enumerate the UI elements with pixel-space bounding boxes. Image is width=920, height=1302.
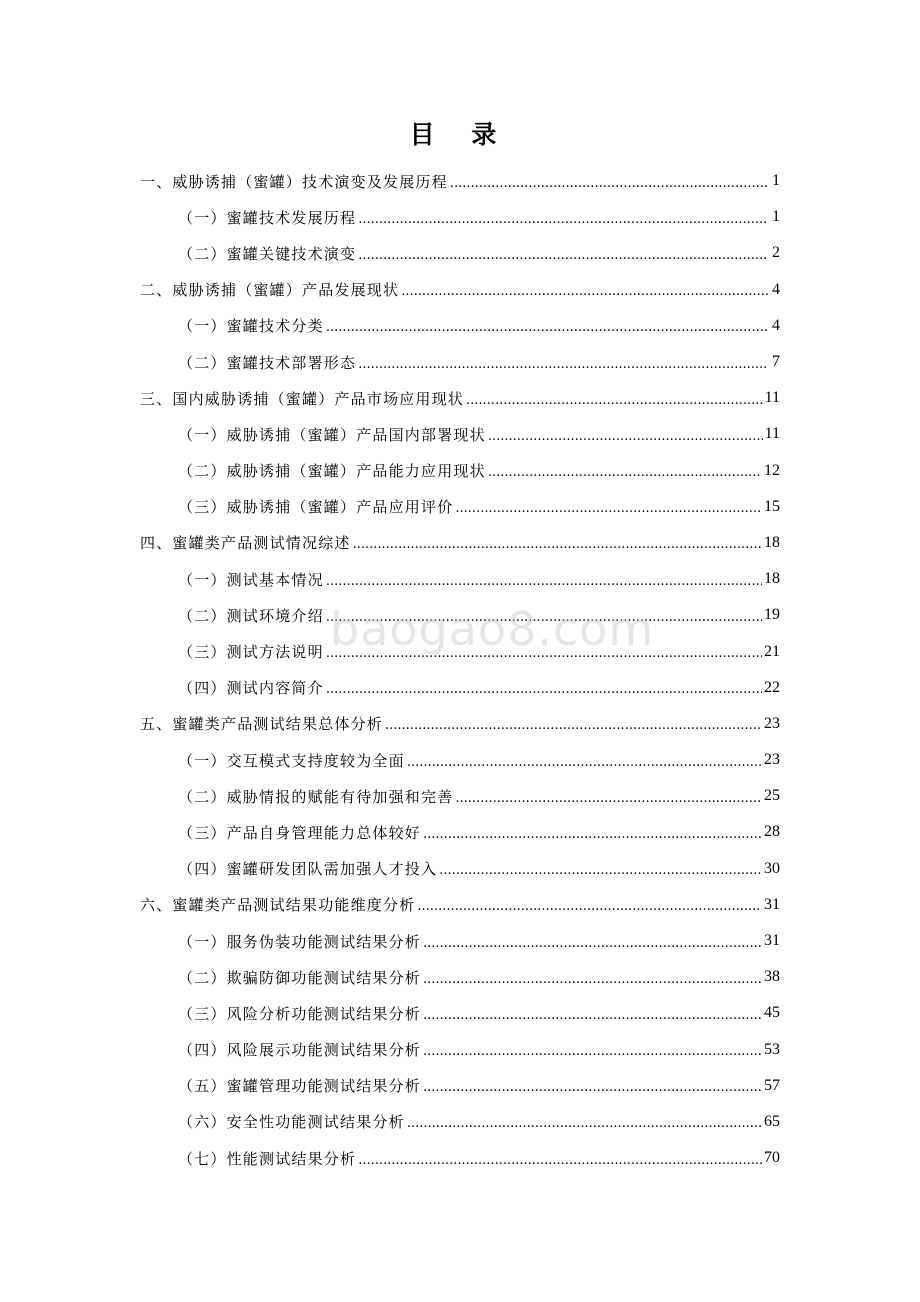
toc-entry-subsection[interactable] — [140, 597, 780, 633]
toc-page-number: 22 — [764, 678, 780, 696]
toc-page-number: 1 — [772, 172, 780, 190]
toc-page-number: 31 — [764, 932, 780, 950]
toc-entry-label: （一）威胁诱捕（蜜罐）产品国内部署现状 — [178, 425, 486, 444]
toc-dot-leader — [326, 320, 768, 335]
toc-entry-label: （六）安全性功能测试结果分析 — [178, 1113, 405, 1132]
toc-dot-leader — [358, 212, 768, 227]
toc-dot-leader — [407, 1116, 762, 1131]
toc-entry-section[interactable] — [140, 525, 780, 561]
toc-dot-leader — [407, 755, 762, 770]
toc-dot-leader — [417, 899, 762, 914]
toc-page-number: 12 — [764, 461, 780, 479]
toc-page-number: 19 — [764, 606, 780, 624]
toc-entry-label: （四）测试内容简介 — [178, 679, 324, 698]
toc-page-number: 65 — [764, 1112, 780, 1130]
toc-entry-label: （四）风险展示功能测试结果分析 — [178, 1041, 422, 1060]
toc-entry-label: 三、国内威胁诱捕（蜜罐）产品市场应用现状 — [140, 389, 465, 408]
toc-dot-leader — [488, 429, 763, 444]
toc-entry-label: （二）威胁情报的赋能有待加强和完善 — [178, 787, 454, 806]
toc-entry-label: （二）测试环境介绍 — [178, 606, 324, 625]
toc-entry-label: （三）产品自身管理能力总体较好 — [178, 823, 422, 842]
toc-page-number: 11 — [764, 425, 780, 443]
toc-dot-leader — [326, 574, 762, 589]
toc-page-number: 31 — [764, 895, 780, 913]
toc-entry-section[interactable] — [140, 380, 780, 416]
table-of-contents — [140, 163, 780, 1176]
toc-entry-label: （五）蜜罐管理功能测试结果分析 — [178, 1077, 422, 1096]
toc-entry-subsection[interactable] — [140, 851, 780, 887]
toc-entry-label: （三）威胁诱捕（蜜罐）产品应用评价 — [178, 498, 454, 517]
toc-entry-subsection[interactable] — [140, 416, 780, 452]
toc-entry-subsection[interactable] — [140, 489, 780, 525]
toc-page-number: 1 — [772, 208, 780, 226]
toc-entry-subsection[interactable] — [140, 995, 780, 1031]
toc-entry-label: （二）威胁诱捕（蜜罐）产品能力应用现状 — [178, 462, 486, 481]
toc-entry-label: （二）欺骗防御功能测试结果分析 — [178, 968, 422, 987]
toc-page-number: 70 — [764, 1149, 780, 1167]
toc-entry-label: （三）风险分析功能测试结果分析 — [178, 1004, 422, 1023]
toc-entry-label: （一）蜜罐技术发展历程 — [178, 208, 357, 227]
toc-page-number: 15 — [764, 497, 780, 515]
toc-page-number: 2 — [772, 244, 780, 262]
toc-entry-subsection[interactable] — [140, 959, 780, 995]
toc-dot-leader — [358, 1153, 762, 1168]
toc-entry-label: （二）蜜罐技术部署形态 — [178, 353, 357, 372]
toc-dot-leader — [423, 827, 762, 842]
toc-page-number: 7 — [772, 353, 780, 371]
watermark: baogao8.com — [330, 602, 655, 656]
toc-entry-label: 二、威胁诱捕（蜜罐）产品发展现状 — [140, 281, 400, 300]
toc-dot-leader — [488, 465, 762, 480]
toc-entry-label: （一）交互模式支持度较为全面 — [178, 751, 405, 770]
toc-entry-section[interactable] — [140, 887, 780, 923]
toc-entry-label: 四、蜜罐类产品测试情况综述 — [140, 534, 351, 553]
toc-entry-label: （三）测试方法说明 — [178, 643, 324, 662]
toc-entry-subsection[interactable] — [140, 453, 780, 489]
toc-page-number: 30 — [764, 859, 780, 877]
toc-entry-label: （一）蜜罐技术分类 — [178, 317, 324, 336]
toc-entry-label: 六、蜜罐类产品测试结果功能维度分析 — [140, 896, 416, 915]
toc-dot-leader — [358, 357, 768, 372]
toc-dot-leader — [353, 537, 762, 552]
toc-entry-section[interactable] — [140, 272, 780, 308]
toc-dot-leader — [401, 284, 768, 299]
toc-entry-subsection[interactable] — [140, 778, 780, 814]
toc-page-number: 21 — [764, 642, 780, 660]
toc-entry-subsection[interactable] — [140, 1068, 780, 1104]
toc-dot-leader — [439, 863, 762, 878]
toc-dot-leader — [385, 718, 762, 733]
toc-page-number: 28 — [764, 823, 780, 841]
toc-page-number: 38 — [764, 968, 780, 986]
toc-entry-subsection[interactable] — [140, 1032, 780, 1068]
toc-entry-label: 一、威胁诱捕（蜜罐）技术演变及发展历程 — [140, 172, 448, 191]
toc-page-number: 25 — [764, 787, 780, 805]
toc-dot-leader — [455, 501, 762, 516]
toc-dot-leader — [450, 176, 768, 191]
toc-page-number: 4 — [772, 280, 780, 298]
toc-entry-subsection[interactable] — [140, 308, 780, 344]
toc-entry-section[interactable] — [140, 706, 780, 742]
toc-page-number: 23 — [764, 714, 780, 732]
toc-dot-leader — [455, 791, 762, 806]
toc-dot-leader — [326, 682, 762, 697]
toc-dot-leader — [466, 393, 763, 408]
toc-entry-label: 五、蜜罐类产品测试结果总体分析 — [140, 715, 384, 734]
toc-page-number: 53 — [764, 1040, 780, 1058]
toc-entry-subsection[interactable] — [140, 742, 780, 778]
toc-entry-section[interactable] — [140, 163, 780, 199]
toc-entry-label: （四）蜜罐研发团队需加强人才投入 — [178, 860, 438, 879]
toc-dot-leader — [326, 646, 762, 661]
toc-page-number: 18 — [764, 533, 780, 551]
toc-entry-subsection[interactable] — [140, 814, 780, 850]
toc-dot-leader — [423, 972, 762, 987]
toc-entry-subsection[interactable] — [140, 633, 780, 669]
toc-page-number: 11 — [764, 389, 780, 407]
toc-entry-subsection[interactable] — [140, 344, 780, 380]
toc-entry-subsection[interactable] — [140, 561, 780, 597]
toc-entry-label: （一）测试基本情况 — [178, 570, 324, 589]
toc-dot-leader — [326, 610, 762, 625]
toc-dot-leader — [423, 936, 762, 951]
toc-entry-subsection[interactable] — [140, 670, 780, 706]
toc-dot-leader — [423, 1044, 762, 1059]
toc-entry-subsection[interactable] — [140, 1140, 780, 1176]
toc-dot-leader — [423, 1008, 762, 1023]
toc-entry-subsection[interactable] — [140, 199, 780, 235]
toc-entry-subsection[interactable] — [140, 1104, 780, 1140]
toc-page-number: 23 — [764, 751, 780, 769]
toc-entry-label: （一）服务伪装功能测试结果分析 — [178, 932, 422, 951]
toc-entry-subsection[interactable] — [140, 923, 780, 959]
toc-entry-label: （二）蜜罐关键技术演变 — [178, 244, 357, 263]
toc-entry-label: （七）性能测试结果分析 — [178, 1149, 357, 1168]
toc-page-number: 45 — [764, 1004, 780, 1022]
toc-page-number: 4 — [772, 316, 780, 334]
toc-page-number: 57 — [764, 1076, 780, 1094]
toc-dot-leader — [358, 248, 768, 263]
toc-dot-leader — [423, 1080, 762, 1095]
toc-page-number: 18 — [764, 570, 780, 588]
toc-entry-subsection[interactable] — [140, 235, 780, 271]
page-title: 目 录 — [409, 120, 511, 149]
